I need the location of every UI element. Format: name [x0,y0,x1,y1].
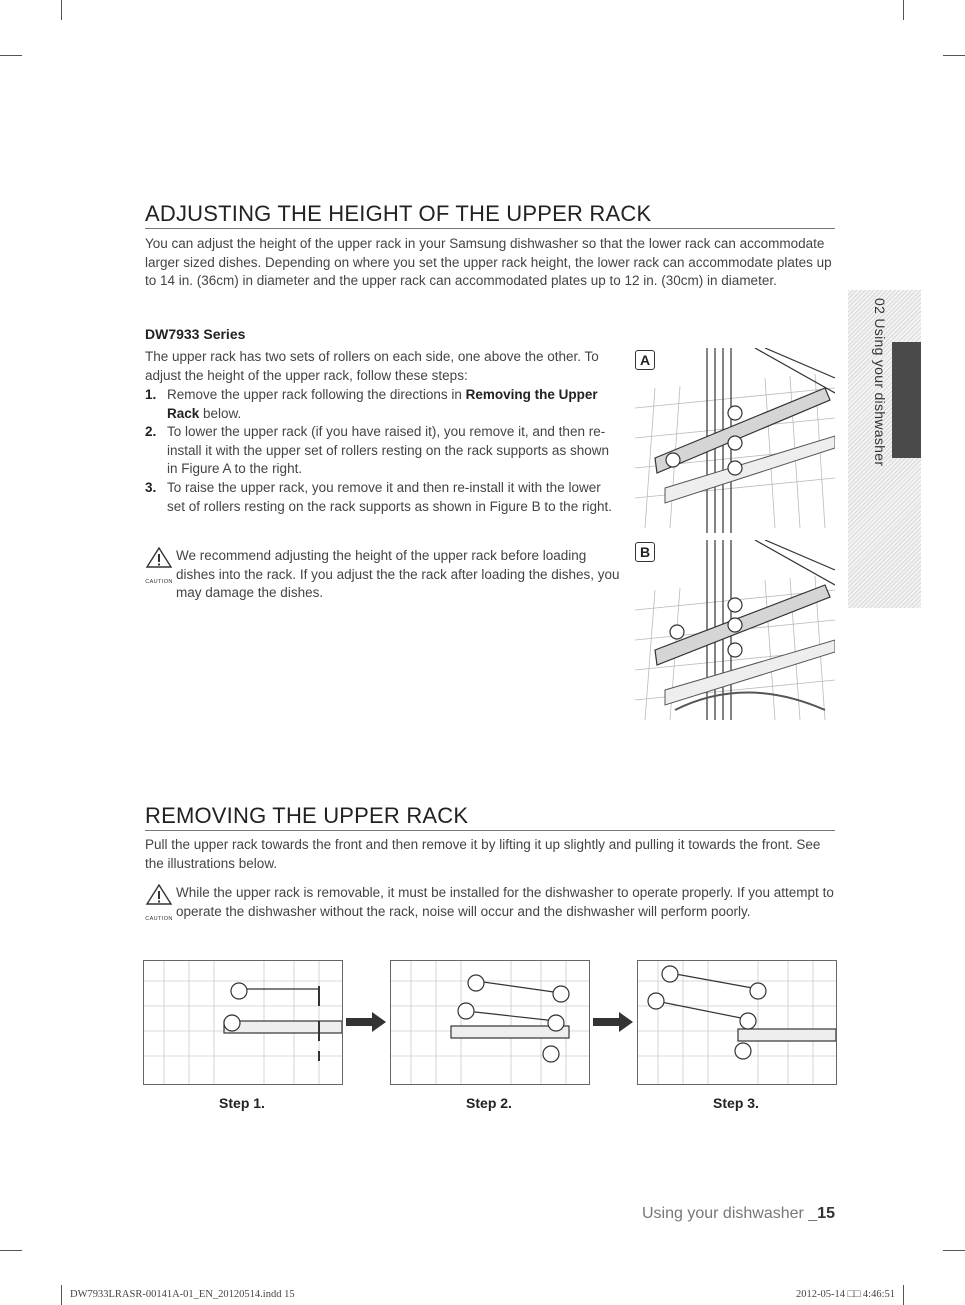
crop-mark [903,1285,904,1305]
step-text: Remove the upper rack following the directions in [167,387,466,402]
arrow-right-icon [346,1012,386,1037]
figure-label-a: A [635,350,655,370]
step-1-illustration [143,960,343,1085]
crop-mark [943,1250,965,1251]
side-tab-label: 02 Using your dishwasher [872,298,888,467]
series-subheading: DW7933 Series [145,326,246,342]
arrow-right-icon [593,1012,633,1037]
crop-mark [0,55,22,56]
caution-label: CAUTION [145,915,173,922]
rack-illustration-a [635,348,835,533]
cross-reference: Removing the Upper Rack [167,387,598,421]
crop-mark [61,1285,62,1305]
step-2-label: Step 2. [466,1095,512,1111]
caution-triangle-icon [145,884,173,928]
caution-triangle-icon [145,547,173,591]
print-slug-file: DW7933LRASR-00141A-01_EN_20120514.indd 15 [70,1289,295,1300]
caution-note-adjusting [145,547,625,603]
crop-mark [61,0,62,20]
step-number: 1. [145,387,157,402]
step-2-illustration [390,960,590,1085]
section-title-removing: REMOVING THE UPPER RACK [145,804,835,831]
adjust-steps-list [145,386,620,516]
step-1-label: Step 1. [219,1095,265,1111]
page-number: 15 [817,1205,835,1222]
chapter-side-tab [848,290,921,608]
page-footer [642,1205,835,1223]
caution-label: CAUTION [145,578,173,585]
step-3-illustration [637,960,837,1085]
step-number: 2. [145,424,157,440]
removing-intro: Pull the upper rack towards the front and then remove it by lifting it up slightly and pulling it towards the front. See the illustrations below. [145,837,821,871]
caution-text: While the upper rack is removable, it must be installed for the dishwasher to operate properly. If you attempt to operate the dishwasher without the rack, noise will occur and the dishwasher will perform poorly. [176,885,834,919]
figure-b [635,540,835,720]
caution-text: We recommend adjusting the height of the upper rack before loading dishes into the rack. If you adjust the the rack after loading the dishes, you may damage the dishes. [176,548,620,601]
print-slug-date: 2012-05-14 □□ 4:46:51 [795,1289,895,1300]
figure-a [635,348,835,533]
list-item [145,479,620,516]
figure-label-b: B [635,542,655,562]
section-title-adjusting: ADJUSTING THE HEIGHT OF THE UPPER RACK [145,202,835,229]
crop-mark [943,55,965,56]
crop-mark [903,0,904,20]
adjusting-intro: You can adjust the height of the upper rack in your Samsung dishwasher so that the lower rack can accommodate larger sized dishes. Depending on where you set the upper rack height, the lower rack can accommodate plates up to 14 in. (36cm) in diameter and the upper rack can accommodated plates up to 12 in. (30cm) in diameter. [145,236,832,289]
caution-note-removing [145,884,835,921]
step-text: To lower the upper rack (if you have raised it), you remove it, and then re-install it with the upper set of rollers resting on the rack supports as shown in Figure A to the right. [167,424,609,477]
step-text: below. [199,405,242,421]
side-tab-marker [892,342,921,458]
adjusting-lead: The upper rack has two sets of rollers on each side, one above the other. To adjust the height of the upper rack, follow these steps: [145,349,599,383]
step-number: 3. [145,479,157,495]
list-item [145,386,620,423]
rack-illustration-b [635,540,835,720]
list-item [145,423,620,479]
step-text: To raise the upper rack, you remove it and then re-install it with the lower set of rollers resting on the rack supports as shown in Figure B to the right. [167,479,612,514]
crop-mark [0,1250,22,1251]
footer-section-name: Using your dishwasher _ [642,1205,818,1222]
step-3-label: Step 3. [713,1095,759,1111]
